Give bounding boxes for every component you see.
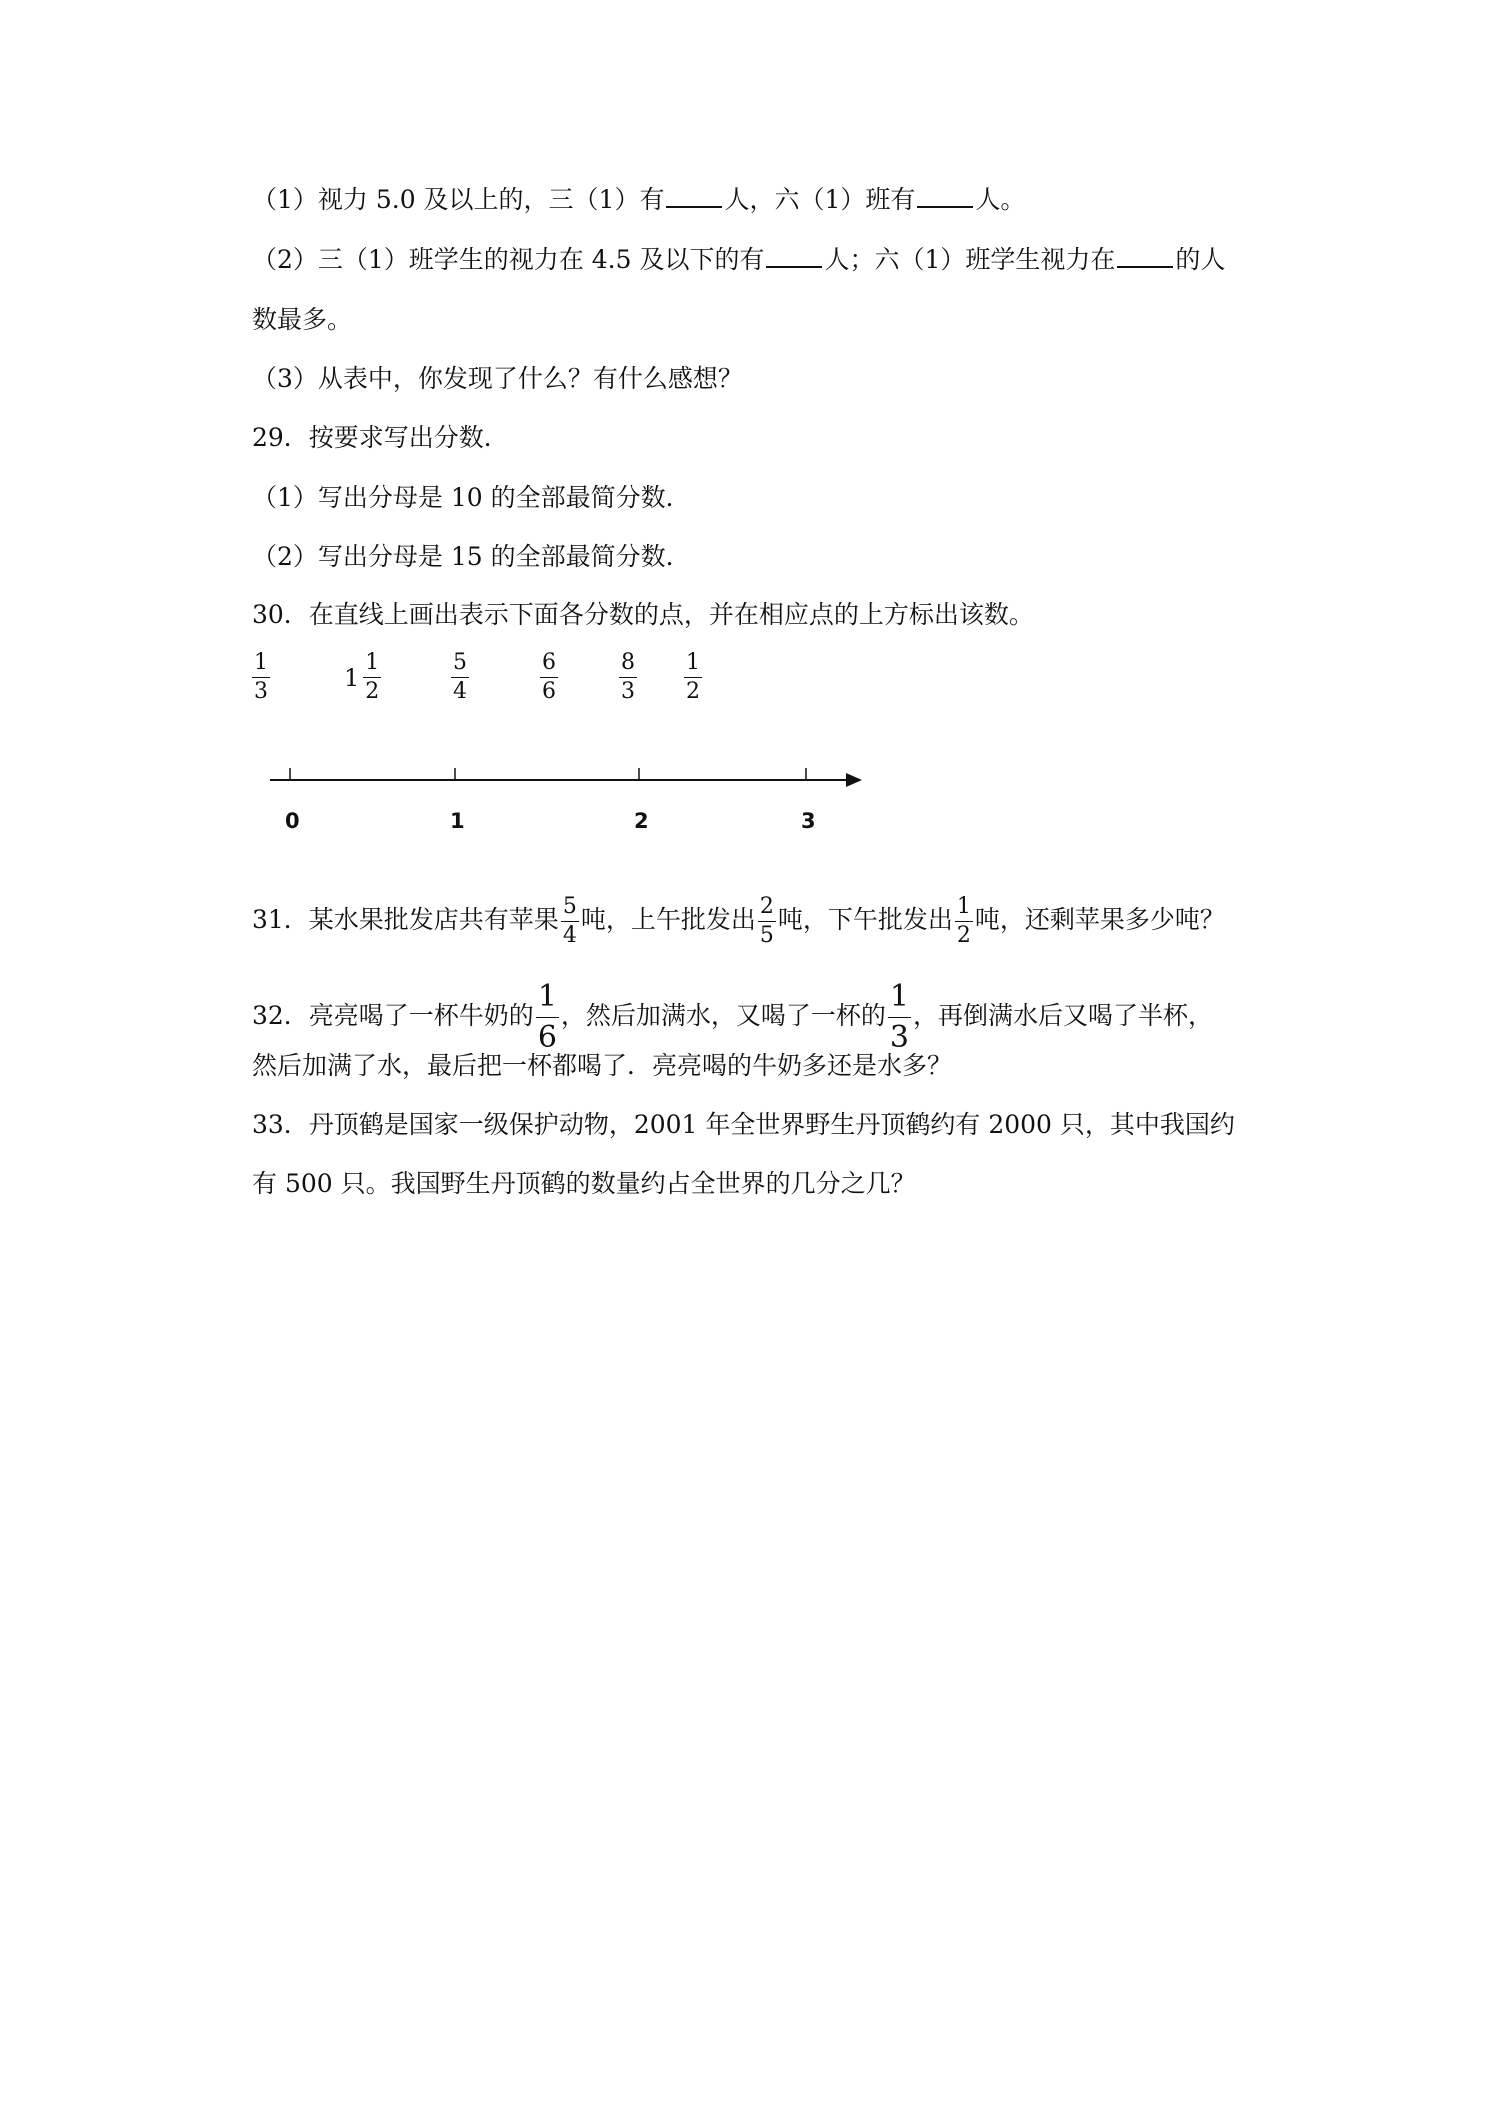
q32-line1: 32．亮亮喝了一杯牛奶的 $\frac{1}{6}$ ，然后加满水，又喝了一杯的 $\frac{1}{3}$ ，再倒满水后又喝了半杯， — [252, 979, 1214, 1055]
q28-sub2-text-c: 的人 — [1175, 245, 1226, 274]
q30-fraction: $\frac{1}{3}$ — [254, 650, 268, 704]
fraction: $\frac{2}{5}$ — [759, 894, 774, 948]
fraction: $\frac{1}{6}$ — [537, 979, 557, 1055]
q29-sub1: （1）写出分母是 10 的全部最简分数． — [252, 483, 691, 512]
q28-sub2-text-b: 人；六（1）班学生视力在 — [824, 245, 1116, 274]
fraction: $\frac{1}{3}$ — [889, 979, 910, 1055]
q30-fraction: $\frac{8}{3}$ — [621, 650, 635, 704]
q30-title: 30．在直线上画出表示下面各分数的点，并在相应点的上方标出该数。 — [252, 600, 1034, 629]
q28-sub1-text-a: （1）视力 5.0 及以上的，三（1）有 — [252, 185, 665, 214]
q28-sub1-text-c: 人。 — [975, 185, 1026, 214]
fraction: $\frac{5}{4}$ — [562, 894, 577, 948]
q30-fraction: $\frac{6}{6}$ — [542, 650, 556, 704]
q29-sub2: （2）写出分母是 15 的全部最简分数． — [252, 542, 691, 571]
q33-line1: 33．丹顶鹤是国家一级保护动物，2001 年全世界野生丹顶鹤约有 2000 只，其中我国约 — [252, 1110, 1235, 1139]
q30-fraction: $\frac{5}{4}$ — [453, 650, 467, 704]
q29-title: 29．按要求写出分数． — [252, 423, 509, 452]
number-line — [0, 0, 1488, 900]
tick-label: 3 — [801, 809, 816, 833]
fraction: $\frac{1}{2}$ — [956, 894, 971, 948]
q28-sub2-text-a: （2）三（1）班学生的视力在 4.5 及以下的有 — [252, 245, 765, 274]
tick-label: 0 — [285, 809, 300, 833]
q32-line2: 然后加满了水，最后把一杯都喝了．亮亮喝的牛奶多还是水多？ — [252, 1051, 953, 1080]
q33-line2: 有 500 只。我国野生丹顶鹤的数量约占全世界的几分之几？ — [252, 1169, 916, 1198]
q28-sub1-text-b: 人，六（1）班有 — [724, 185, 916, 214]
q30-mixed-fraction: 1 $\frac{1}{2}$ — [344, 650, 380, 704]
q28-sub2-cont: 数最多。 — [252, 305, 353, 334]
number-line-arrow — [846, 773, 862, 787]
q28-sub3: （3）从表中，你发现了什么？有什么感想？ — [252, 364, 743, 393]
tick-label: 2 — [634, 809, 649, 833]
q31: 31．某水果批发店共有苹果 $\frac{5}{4}$ 吨，上午批发出 $\frac{2}{5}$ 吨，下午批发出 $\frac{1}{2}$ 吨，还剩苹果多少吨？ — [252, 894, 1225, 948]
tick-label: 1 — [450, 809, 465, 833]
q30-fraction: $\frac{1}{2}$ — [686, 650, 700, 704]
